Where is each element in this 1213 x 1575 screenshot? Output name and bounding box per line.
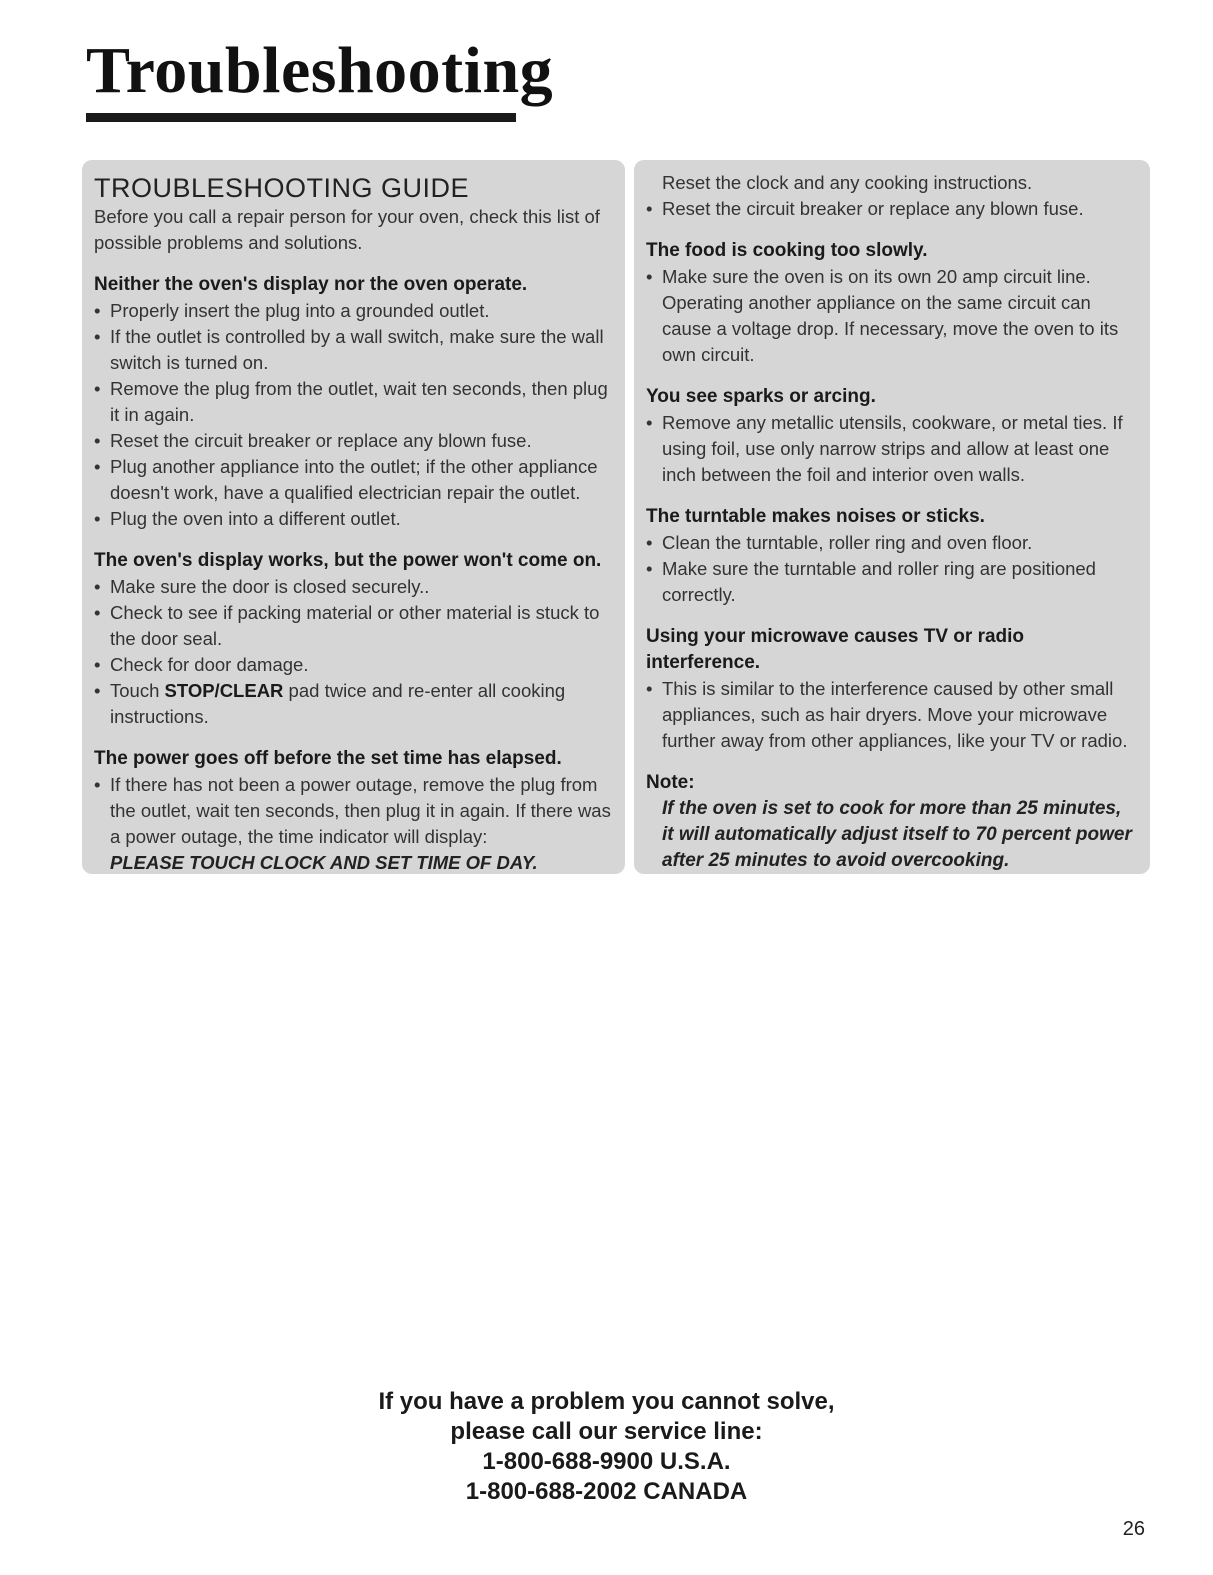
- solution-list: [646, 410, 1138, 488]
- solution-item: • Plug another appliance into the outlet; if the other appliance doesn't work, have a qualified electrician repair the outlet.: [94, 454, 613, 506]
- title-underline: [86, 113, 516, 122]
- solution-item: • Reset the circuit breaker or replace any blown fuse.: [646, 196, 1138, 222]
- solution-text: Touch: [110, 680, 165, 701]
- solution-item: • If the outlet is controlled by a wall switch, make sure the wall switch is turned on.: [94, 324, 613, 376]
- continued-line: Reset the clock and any cooking instructions.: [662, 172, 1033, 193]
- display-message: PLEASE TOUCH CLOCK AND SET TIME OF DAY.: [110, 852, 538, 873]
- solution-item: [94, 772, 613, 874]
- solution-list: [646, 264, 1138, 368]
- solution-item: • Check to see if packing material or other material is stuck to the door seal.: [94, 600, 613, 652]
- problem-section: [646, 384, 1138, 488]
- solution-item: [94, 678, 613, 730]
- note-section: [646, 770, 1138, 874]
- stop-clear-key-label: STOP/CLEAR: [164, 680, 284, 701]
- solution-list: [94, 772, 613, 874]
- problem-section: [94, 548, 613, 730]
- solution-list: [646, 530, 1138, 608]
- problem-heading: Using your microwave causes TV or radio interference.: [646, 626, 1025, 673]
- service-line-block: [0, 1387, 1213, 1507]
- solution-item: • Make sure the door is closed securely..: [94, 574, 613, 600]
- solution-item: • Plug the oven into a different outlet.: [94, 506, 613, 532]
- note-text: If the oven is set to cook for more than 25 minutes, it will automatically adjust itself to 70 percent power after 25 minutes to avoid overcooking.: [662, 798, 1132, 871]
- problem-heading: Neither the oven's display nor the oven operate.: [94, 274, 528, 295]
- phone-canada: 1-800-688-2002 CANADA: [465, 1478, 748, 1505]
- solution-list: [94, 298, 613, 532]
- guide-heading: TROUBLESHOOTING GUIDE: [94, 173, 470, 203]
- solution-list: [646, 196, 1138, 222]
- solution-item: • Check for door damage.: [94, 652, 613, 678]
- problem-section: [646, 238, 1138, 368]
- solution-item: • This is similar to the interference caused by other small appliances, such as hair dryers. Move your microwave further away from other appliances, like your TV or radio.: [646, 676, 1138, 754]
- problem-section: [94, 272, 613, 532]
- problem-heading: The oven's display works, but the power won't come on.: [94, 550, 602, 571]
- problem-section: [646, 624, 1138, 754]
- page-title: Troubleshooting: [86, 34, 554, 107]
- problem-heading: The turntable makes noises or sticks.: [646, 506, 985, 527]
- problem-heading: You see sparks or arcing.: [646, 386, 876, 407]
- problem-heading: The power goes off before the set time has elapsed.: [94, 748, 562, 769]
- service-line-text: If you have a problem you cannot solve,: [378, 1388, 835, 1415]
- page-number: 26: [1122, 1518, 1145, 1540]
- problem-section: [646, 504, 1138, 608]
- phone-usa: 1-800-688-9900 U.S.A.: [482, 1448, 731, 1475]
- guide-intro: Before you call a repair person for your oven, check this list of possible problems and solutions.: [94, 206, 600, 253]
- solution-item: • Clean the turntable, roller ring and oven floor.: [646, 530, 1138, 556]
- solution-text: pad twice and re-enter all cooking instructions.: [110, 680, 566, 727]
- solution-text: If there has not been a power outage, remove the plug from the outlet, wait ten seconds, then plug it in again. If there was a power outage, the time indicator will display:: [110, 774, 611, 847]
- solution-list: [94, 574, 613, 730]
- solution-item: • Remove any metallic utensils, cookware, or metal ties. If using foil, use only narrow strips and allow at least one inch between the foil and interior oven walls.: [646, 410, 1138, 488]
- solution-list: [646, 676, 1138, 754]
- solution-item: • Make sure the oven is on its own 20 amp circuit line. Operating another appliance on the same circuit can cause a voltage drop. If necessary, move the oven to its own circuit.: [646, 264, 1138, 368]
- note-heading: Note:: [646, 772, 695, 793]
- service-line-text: please call our service line:: [450, 1418, 763, 1445]
- solution-item: • Reset the circuit breaker or replace any blown fuse.: [94, 428, 613, 454]
- troubleshooting-panel-left: [82, 160, 625, 874]
- continued-solutions: [646, 170, 1138, 222]
- solution-item: • Remove the plug from the outlet, wait ten seconds, then plug it in again.: [94, 376, 613, 428]
- solution-item: • Properly insert the plug into a grounded outlet.: [94, 298, 613, 324]
- problem-section: [94, 746, 613, 874]
- troubleshooting-panel-right: [634, 160, 1150, 874]
- problem-heading: The food is cooking too slowly.: [646, 240, 928, 261]
- solution-item: • Make sure the turntable and roller ring are positioned correctly.: [646, 556, 1138, 608]
